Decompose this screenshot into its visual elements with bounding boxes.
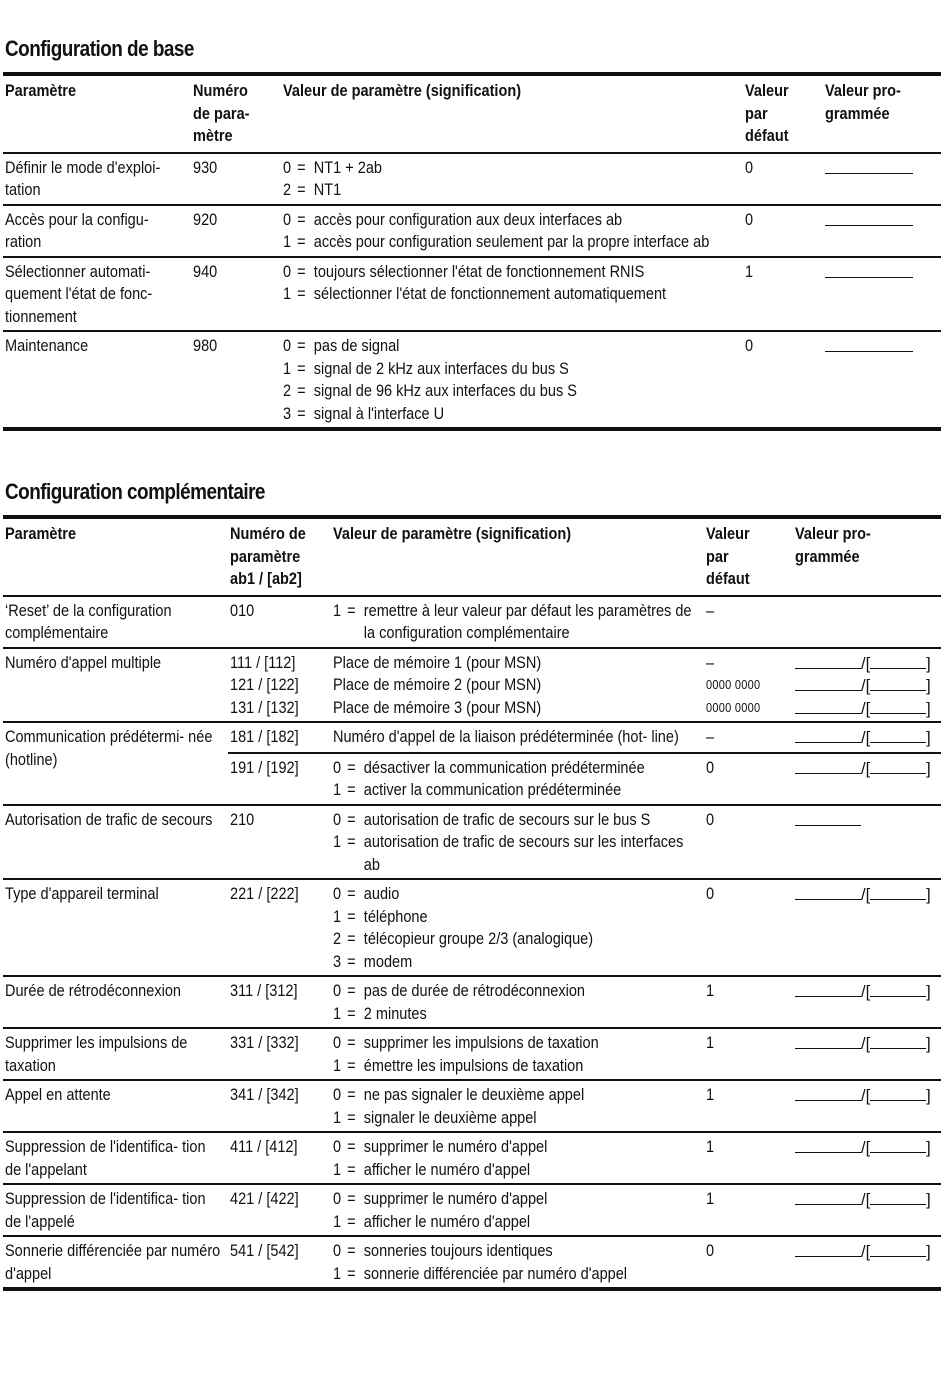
default-value: 0000 0000 [706, 700, 761, 715]
param-number: 411 / [412] [230, 1138, 298, 1156]
table-row [3, 805, 941, 880]
header-default: Valeur par défaut [704, 517, 793, 596]
default-value: – [706, 653, 715, 672]
option-line: 0 = pas de signal [283, 337, 400, 355]
default-value: – [706, 728, 715, 746]
programmed-value-blank[interactable]: /[ ] [795, 1136, 939, 1160]
param-number: 121 / [122] [230, 676, 299, 694]
table-row [3, 648, 941, 723]
extra-config-table [3, 515, 941, 1291]
param-name: Maintenance [5, 337, 89, 355]
header-value: Valeur de paramètre (signification) [331, 517, 704, 596]
default-value: 0 [706, 810, 715, 829]
param-number: 331 / [332] [230, 1034, 299, 1052]
option-line: 0 = audio [333, 885, 400, 903]
option-line: 0 = supprimer les impulsions de taxation [333, 1034, 599, 1052]
default-value: 1 [706, 982, 715, 1000]
param-number: 111 / [112] [230, 653, 296, 672]
param-name: Sélectionner automati- quement l'état de fonc- tionnement [5, 262, 153, 326]
option-line: 1 = autorisation de trafic de secours sur les interfaces ab [333, 833, 684, 874]
default-value: 1 [706, 1138, 715, 1156]
param-number: 541 / [542] [230, 1242, 299, 1260]
programmed-value-blank[interactable]: /[ ] [795, 1240, 939, 1264]
section-title-basic: Configuration de base [5, 36, 194, 61]
header-programmed: Valeur pro- grammée [793, 517, 941, 596]
header-param: Paramètre [3, 517, 228, 596]
option-line: 1 = afficher le numéro d'appel [333, 1160, 531, 1179]
option-line: 3 = signal à l'interface U [283, 404, 445, 423]
default-value: 1 [706, 1034, 715, 1052]
programmed-value-blank[interactable] [795, 809, 861, 826]
table-row [3, 722, 941, 753]
option-line: Place de mémoire 1 (pour MSN) [333, 653, 542, 672]
default-value: 1 [745, 262, 754, 281]
option-line: 1 = signal de 2 kHz aux interfaces du bus S [283, 359, 569, 378]
table-header-row [3, 74, 941, 153]
table-row [3, 1132, 941, 1184]
programmed-value-blank[interactable] [825, 335, 913, 352]
option-line: Numéro d'appel de la liaison prédéterminée (hot- line) [333, 728, 679, 746]
default-value: 0000 0000 [706, 678, 761, 692]
table-row [3, 596, 941, 648]
option-line: 0 = toujours sélectionner l'état de fonctionnement RNIS [283, 262, 645, 281]
param-number: 930 [193, 158, 218, 177]
option-line: 0 = ne pas signaler le deuxième appel [333, 1086, 585, 1104]
option-line: 1 = émettre les impulsions de taxation [333, 1056, 584, 1075]
programmed-value-blank[interactable] [825, 261, 913, 278]
table-header-row [3, 517, 941, 596]
param-name: Type d'appareil terminal [5, 885, 159, 903]
option-line: 1 = afficher le numéro d'appel [333, 1212, 531, 1231]
option-line: 0 = supprimer le numéro d'appel [333, 1138, 548, 1156]
section-title-extra: Configuration complémentaire [5, 479, 265, 504]
option-line: 3 = modem [333, 952, 413, 971]
param-number: 131 / [132] [230, 698, 299, 717]
programmed-value-blank[interactable]: /[ ] [795, 757, 939, 781]
param-name: Suppression de l'identifica- tion de l'appelant [5, 1138, 206, 1179]
header-default: Valeur par défaut [743, 74, 823, 153]
programmed-value-blank[interactable]: /[ ] [795, 697, 939, 720]
param-number: 920 [193, 210, 218, 229]
param-number: 341 / [342] [230, 1086, 299, 1104]
basic-config-table [3, 72, 941, 431]
default-value: 1 [706, 1190, 715, 1208]
option-line: 1 = remettre à leur valeur par défaut les paramètres de la configuration complémentaire [333, 601, 692, 642]
option-line: 1 = accès pour configuration seulement par la propre interface ab [283, 233, 710, 251]
programmed-value-blank[interactable]: /[ ] [795, 726, 939, 750]
option-line: 0 = pas de durée de rétrodéconnexion [333, 982, 585, 1000]
header-param: Paramètre [3, 74, 191, 153]
option-line: 0 = autorisation de trafic de secours sur le bus S [333, 810, 651, 829]
table-row [3, 1184, 941, 1236]
option-line: 0 = NT1 + 2ab [283, 158, 383, 177]
option-line: 0 = sonneries toujours identiques [333, 1242, 553, 1260]
param-name: Accès pour la configu- ration [5, 210, 149, 251]
option-line: Place de mémoire 2 (pour MSN) [333, 676, 542, 694]
param-name: Appel en attente [5, 1086, 111, 1104]
option-line: 1 = sélectionner l'état de fonctionnement automatiquement [283, 285, 667, 303]
option-line: 1 = sonnerie différenciée par numéro d'appel [333, 1264, 628, 1283]
default-value: 0 [706, 885, 715, 903]
param-name: Supprimer les impulsions de taxation [5, 1034, 188, 1075]
param-number: 421 / [422] [230, 1190, 299, 1208]
table-row [3, 205, 941, 257]
programmed-value-blank[interactable]: /[ ] [795, 883, 939, 907]
option-line: 0 = accès pour configuration aux deux interfaces ab [283, 210, 623, 229]
table-row [3, 331, 941, 429]
option-line: 1 = signaler le deuxième appel [333, 1108, 537, 1127]
default-value: – [706, 601, 715, 620]
programmed-value-blank[interactable] [825, 157, 913, 174]
option-line: 0 = désactiver la communication prédéterminée [333, 758, 645, 777]
programmed-value-blank[interactable]: /[ ] [795, 980, 939, 1004]
programmed-value-blank[interactable]: /[ ] [795, 652, 939, 675]
table-row [3, 976, 941, 1028]
table-row [3, 879, 941, 976]
param-name: Suppression de l'identifica- tion de l'appelé [5, 1190, 206, 1231]
param-number: 221 / [222] [230, 885, 299, 903]
table-row [3, 257, 941, 332]
header-number: Numéro de paramètre ab1 / [ab2] [228, 517, 331, 596]
default-value: 0 [706, 1242, 715, 1260]
param-number: 980 [193, 337, 218, 355]
default-value: 1 [706, 1086, 715, 1104]
default-value: 0 [706, 758, 715, 777]
header-value: Valeur de paramètre (signification) [281, 74, 743, 153]
param-number: 181 / [182] [230, 728, 299, 746]
param-name: Durée de rétrodéconnexion [5, 982, 181, 1000]
param-name: Communication prédétermi- née (hotline) [5, 728, 213, 769]
table-row [3, 1028, 941, 1080]
param-number: 940 [193, 262, 218, 281]
header-programmed: Valeur pro- grammée [823, 74, 941, 153]
param-name: Autorisation de trafic de secours [5, 810, 213, 829]
programmed-value-blank[interactable]: /[ ] [795, 1084, 939, 1108]
option-line: Place de mémoire 3 (pour MSN) [333, 698, 542, 717]
default-value: 0 [745, 210, 754, 229]
programmed-value-blank[interactable]: /[ ] [795, 1032, 939, 1056]
param-name: Sonnerie différenciée par numéro d'appel [5, 1242, 221, 1283]
param-number: 010 [230, 601, 255, 620]
programmed-value-blank[interactable] [825, 209, 913, 226]
table-row [3, 1236, 941, 1289]
default-value: 0 [745, 158, 754, 177]
param-number: 191 / [192] [230, 758, 299, 777]
default-value: 0 [745, 337, 754, 355]
option-line: 1 = téléphone [333, 907, 428, 926]
option-line: 2 = télécopieur groupe 2/3 (analogique) [333, 930, 594, 948]
param-name: Définir le mode d'exploi- tation [5, 158, 161, 199]
option-line: 0 = supprimer le numéro d'appel [333, 1190, 548, 1208]
programmed-value-blank[interactable]: /[ ] [795, 674, 939, 697]
param-number: 311 / [312] [230, 982, 298, 1000]
header-number: Numéro de para- mètre [191, 74, 281, 153]
param-name: ‘Reset’ de la configuration complémentaire [5, 601, 172, 642]
param-number: 210 [230, 810, 255, 829]
programmed-value-blank[interactable]: /[ ] [795, 1188, 939, 1212]
param-name: Numéro d'appel multiple [5, 653, 162, 672]
option-line: 2 = NT1 [283, 181, 342, 199]
option-line: 1 = activer la communication prédéterminée [333, 781, 622, 799]
table-row [3, 153, 941, 205]
option-line: 2 = signal de 96 kHz aux interfaces du bus S [283, 382, 577, 400]
table-row [3, 1080, 941, 1132]
option-line: 1 = 2 minutes [333, 1004, 427, 1023]
